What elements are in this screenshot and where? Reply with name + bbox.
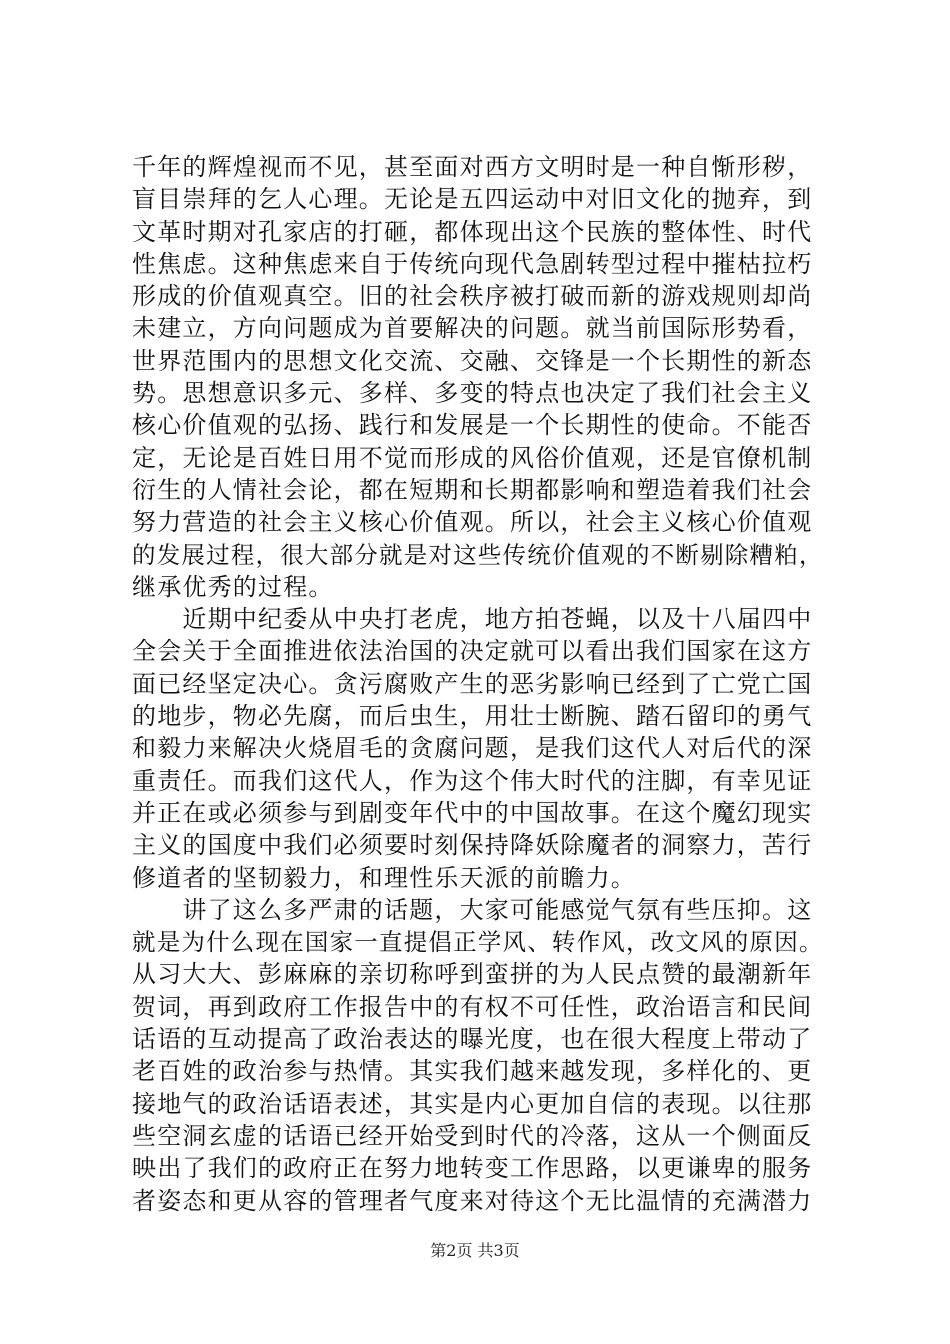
text-line: 映出了我们的政府正在努力地转变工作思路，以更谦卑的服务 bbox=[132, 1154, 813, 1183]
text-line: 和毅力来解决火烧眉毛的贪腐问题，是我们这代人对后代的深 bbox=[132, 734, 813, 763]
text-line: 未建立，方向问题成为首要解决的问题。就当前国际形势看， bbox=[132, 314, 813, 343]
text-line: 从习大大、彭麻麻的亲切称呼到蛮拼的为人民点赞的最潮新年 bbox=[132, 960, 813, 989]
text-line: 接地气的政治话语表述，其实是内心更加自信的表现。以往那 bbox=[132, 1089, 813, 1118]
text-line: 的地步，物必先腐，而后虫生，用壮士断腕、踏石留印的勇气 bbox=[132, 702, 813, 731]
text-line: 世界范围内的思想文化交流、交融、交锋是一个长期性的新态 bbox=[132, 346, 813, 375]
text-line: 贺词，再到政府工作报告中的有权不可任性，政治语言和民间 bbox=[132, 992, 813, 1021]
text-line: 核心价值观的弘扬、践行和发展是一个长期性的使命。不能否 bbox=[132, 411, 813, 440]
text-line: 老百姓的政治参与热情。其实我们越来越发现，多样化的、更 bbox=[132, 1057, 813, 1086]
page-footer: 第2页 共3页 bbox=[430, 1241, 520, 1260]
text-line: 努力营造的社会主义核心价值观。所以，社会主义核心价值观 bbox=[132, 508, 813, 537]
text-line: 面已经坚定决心。贪污腐败产生的恶劣影响已经到了亡党亡国 bbox=[132, 669, 813, 698]
body-text bbox=[132, 151, 832, 1217]
text-line: 继承优秀的过程。 bbox=[132, 572, 334, 601]
text-line: 衍生的人情社会论，都在短期和长期都影响和塑造着我们社会 bbox=[132, 475, 813, 504]
text-line: 千年的辉煌视而不见，甚至面对西方文明时是一种自惭形秽， bbox=[132, 153, 813, 181]
text-line: 的发展过程，很大部分就是对这些传统价值观的不断剔除糟粕， bbox=[132, 540, 824, 569]
text-line: 话语的互动提高了政治表达的曝光度，也在很大程度上带动了 bbox=[132, 1025, 813, 1054]
text-line: 修道者的坚韧毅力，和理性乐天派的前瞻力。 bbox=[132, 863, 636, 892]
text-line: 些空洞玄虚的话语已经开始受到时代的冷落，这从一个侧面反 bbox=[132, 1121, 813, 1150]
text-line: 讲了这么多严肃的话题，大家可能感觉气氛有些压抑。这 bbox=[132, 895, 813, 924]
text-line: 盲目崇拜的乞人心理。无论是五四运动中对旧文化的抛弃，到 bbox=[132, 185, 813, 214]
text-line: 者姿态和更从容的管理者气度来对待这个无比温情的充满潜力 bbox=[132, 1186, 813, 1215]
text-line: 定，无论是百姓日用不觉而形成的风俗价值观，还是官僚机制 bbox=[132, 443, 813, 472]
text-line: 近期中纪委从中央打老虎，地方拍苍蝇，以及十八届四中 bbox=[132, 605, 813, 634]
text-line: 主义的国度中我们必须要时刻保持降妖除魔者的洞察力，苦行 bbox=[132, 831, 813, 860]
text-line: 文革时期对孔家店的打砸，都体现出这个民族的整体性、时代 bbox=[132, 217, 813, 246]
text-line: 全会关于全面推进依法治国的决定就可以看出我们国家在这方 bbox=[132, 637, 813, 666]
text-line: 形成的价值观真空。旧的社会秩序被打破而新的游戏规则却尚 bbox=[132, 282, 813, 311]
text-line: 就是为什么现在国家一直提倡正学风、转作风，改文风的原因。 bbox=[132, 928, 824, 957]
text-line: 并正在或必须参与到剧变年代中的中国故事。在这个魔幻现实 bbox=[132, 798, 813, 827]
text-line: 性焦虑。这种焦虑来自于传统向现代急剧转型过程中摧枯拉朽 bbox=[132, 249, 813, 278]
text-line: 重责任。而我们这代人，作为这个伟大时代的注脚，有幸见证 bbox=[132, 766, 813, 795]
text-line: 势。思想意识多元、多样、多变的特点也决定了我们社会主义 bbox=[132, 379, 813, 408]
